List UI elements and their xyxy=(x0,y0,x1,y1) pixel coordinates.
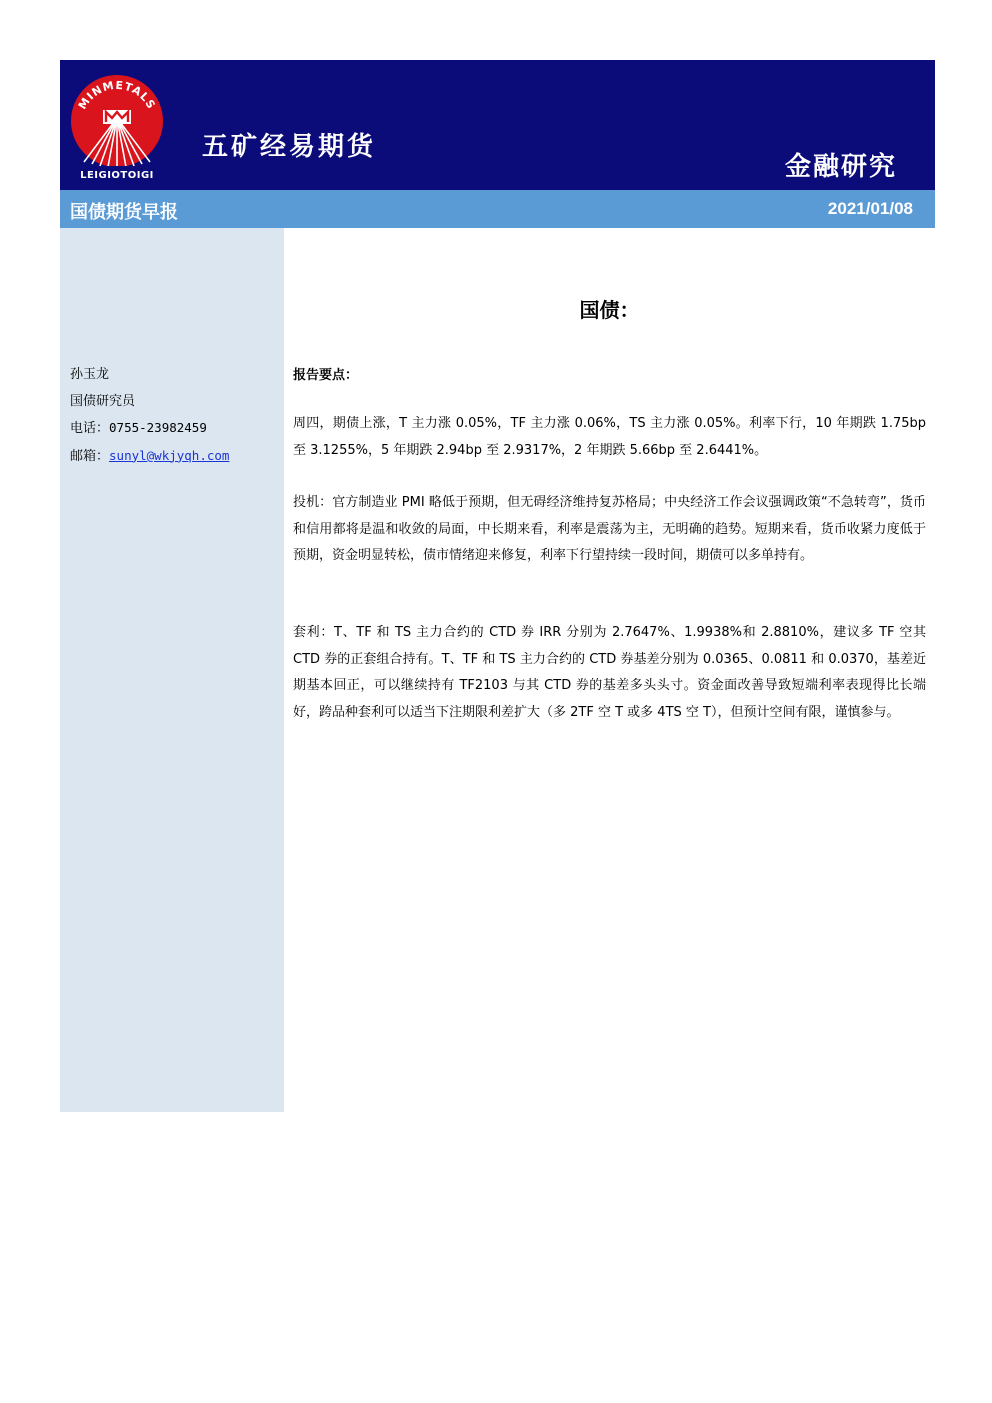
report-type-title: 国债期货早报 xyxy=(70,202,178,223)
paragraph-market-summary: 周四，期债上涨，T 主力涨 0.05%，TF 主力涨 0.06%，TS 主力涨 0.05%。利率下行，10 年期跌 1.75bp 至 3.1255%，5 年期跌 2.94bp 至 2.9317%，2 年期跌 5.66bp 至 2.6441%。 xyxy=(293,416,926,458)
company-name: 五矿经易期货 xyxy=(202,132,377,162)
report-subbar xyxy=(60,190,935,228)
logo-arc-text: MINMETALS xyxy=(75,78,159,112)
report-date: 2021/01/08 xyxy=(827,199,913,218)
author-phone-row xyxy=(70,415,229,443)
minmetals-logo-icon xyxy=(70,74,164,182)
email-label: 邮箱： xyxy=(70,448,110,464)
author-name: 孙玉龙 xyxy=(70,367,110,382)
phone-label: 电话： xyxy=(70,421,110,436)
author-role: 国债研究员 xyxy=(70,393,136,409)
department-title: 金融研究 xyxy=(784,152,897,182)
paragraph-speculation: 投机：官方制造业 PMI 略低于预期，但无碍经济维持复苏格局；中央经济工作会议强调政策“不急转弯”，货币和信用都将是温和收敛的局面，中长期来看，利率是震荡为主，无明确的趋势。短期来看，货币收紧力度低于预期，资金明显转松，债市情绪迎来修复，利率下行望持续一段时间，期债可以多单持有。 xyxy=(293,495,926,563)
email-link[interactable]: sunyl@wkjyqh.com xyxy=(109,447,230,463)
report-header xyxy=(60,60,935,190)
logo-bottom-text: LEIGIOTOIGI xyxy=(80,170,154,181)
author-email-row xyxy=(70,443,229,471)
author-sidebar xyxy=(60,228,284,1112)
key-points-label: 报告要点： xyxy=(293,368,359,383)
paragraph-arbitrage: 套利：T、TF 和 TS 主力合约的 CTD 券 IRR 分别为 2.7647%、1.9938%和 2.8810%，建议多 TF 空其 CTD 券的正套组合持有。T、TF 和 TS 主力合约的 CTD 券基差分别为 0.0365、0.0811 和 0.0370，基差近期基本回正，可以继续持有 TF2103 与其 CTD 券的基差多头头寸。资金面改善导致短端利率表现得比长端好，跨品种套利可以适当下注期限利差扩大（多 2TF 空 T 或多 4TS 空 T），但预计空间有限，谨慎参与。 xyxy=(293,625,926,720)
phone-number: 0755-23982459 xyxy=(109,420,207,435)
author-info xyxy=(70,362,229,470)
section-title: 国债： xyxy=(579,298,640,322)
